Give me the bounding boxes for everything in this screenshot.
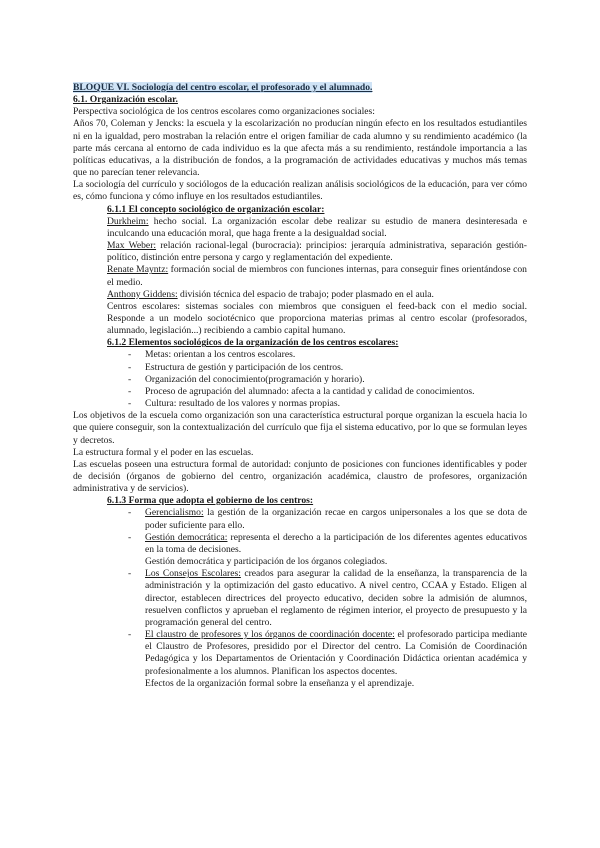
section-6-1-3-heading: 6.1.3 Forma que adopta el gobierno de los centros: — [107, 495, 314, 507]
author-weber — [73, 240, 527, 264]
paragraph: La estructura formal y el poder en las escuelas. — [73, 446, 254, 458]
government-list-2 — [73, 568, 527, 677]
document-page — [73, 82, 527, 690]
term: El claustro de profesores y los órganos de coordinación docente: — [145, 629, 395, 641]
term: Los Consejos Escolares: — [145, 568, 241, 580]
author-name: Renate Mayntz: — [107, 264, 169, 276]
term-text: representa el derecho a la participación de los diferentes agentes educativos en la toma de decisiones. — [145, 531, 527, 555]
paragraph: La sociología del currículo y sociólogos de la educación realizan análisis sociológicos de la educación, para ver cómo es, cómo funciona y cómo influye en los resultados estudiantiles. — [73, 179, 527, 203]
author-durkheim — [73, 216, 527, 240]
author-text: hecho social. La organización escolar debe realizar su estudio de manera desinteresada e inculcando una educación moral, que haga frente a la desigualdad social. — [107, 215, 527, 239]
author-name: Anthony Giddens: — [107, 288, 178, 300]
author-giddens — [73, 289, 527, 301]
section-6-1-2-heading: 6.1.2 Elementos sociológicos de la organización de los centros escolares: — [107, 337, 399, 349]
term: Gerencialismo: — [145, 507, 204, 519]
list-item: - Estructura de gestión y participación de los centros. — [73, 362, 527, 374]
list-item: - Organización del conocimiento(programación y horario). — [73, 374, 527, 386]
list-item — [73, 532, 527, 556]
section-6-1-heading: 6.1. Organización escolar. — [73, 94, 178, 106]
list-item — [73, 629, 527, 678]
list-item: - Cultura: resultado de los valores y normas propias. — [73, 398, 527, 410]
author-mayntz — [73, 264, 527, 288]
paragraph: Gestión democrática y participación de los órganos colegiados. — [145, 556, 388, 568]
term-text: el profesorado participa mediante el Claustro de Profesores, presidido por el Director del centro. La Comisión de Coordinación Pedagógica y los Departamentos de Orientación y Coordinación Didáctica orientan académica y profesionalmente a los alumnos. Planifican los aspectos docentes. — [145, 629, 527, 677]
elements-list — [73, 349, 527, 410]
term-text: creados para asegurar la calidad de la enseñanza, la transparencia de la administración y la optimización del gasto educativo. A nivel centro, CCAA y Estado. Eligen al director, establecen directrices del proyecto educativo, deciden sobre la admisión de alumnos, resuelven conflictos y aprueban el reglamento de régimen interior, el proyecto de presupuesto y la programación general del centro. — [145, 568, 527, 628]
document-title: BLOQUE VI. Sociología del centro escolar, el profesorado y el alumnado. — [73, 82, 373, 93]
list-item: - Metas: orientan a los centros escolares. — [73, 349, 527, 361]
author-name: Max Weber: — [107, 240, 157, 252]
author-text: división técnica del espacio de trabajo; poder plasmado en el aula. — [177, 288, 434, 300]
paragraph: Las escuelas poseen una estructura formal de autoridad: conjunto de posiciones con funciones identificables y poder de decisión (órganos de gobierno del centro, organización académica, claustro de profesores, organización administrativa y de servicios). — [73, 458, 527, 495]
author-text: relación racional-legal (burocracia): principios: jerarquía administrativa, separación gestión-político, distinción entre persona y cargo y reglamentación del expediente. — [107, 240, 527, 264]
paragraph: Centros escolares: sistemas sociales con miembros que consiguen el feed-back con el medio social. Responde a un modelo sociotécnico que proporciona materias primas al centro escolar (profesorados, alumnado, legislación...) recibiendo a cambio capital humano. — [107, 300, 527, 337]
government-list — [73, 507, 527, 556]
paragraph: Perspectiva sociológica de los centros escolares como organizaciones sociales: — [73, 106, 375, 118]
author-text: formación social de miembros con funciones internas, para conseguir fines orientándose con el medio. — [107, 264, 527, 288]
list-item — [73, 507, 527, 531]
section-6-1-1-heading: 6.1.1 El concepto sociológico de organización escolar: — [107, 203, 325, 215]
paragraph: Años 70, Coleman y Jencks: la escuela y la escolarización no producían ningún efecto en los resultados estudiantiles ni en la igualdad, pero mostraban la relación entre el origen familiar de cada alumno y su rendimiento académico (la parte más cercana al entorno de cada individuo es la que afecta más a su rendimiento, restándole importancia a las políticas educativas, a la distribución de fondos, a la programación de actividades educativas y muchos más temas que no parecían tener relevancia. — [73, 118, 527, 179]
paragraph: Los objetivos de la escuela como organización son una característica estructural porque organizan la escuela hacia lo que quiere conseguir, son la contextualización del currículo que fija el sistema educativo, por lo que se formulan leyes y decretos. — [73, 410, 527, 446]
term: Gestión democrática: — [145, 531, 228, 543]
term-text: la gestión de la organización recae en cargos unipersonales a los que se dota de poder suficiente para ello. — [145, 507, 527, 531]
paragraph: Efectos de la organización formal sobre la enseñanza y el aprendizaje. — [145, 677, 415, 689]
list-item — [73, 568, 527, 629]
author-name: Durkheim: — [107, 215, 149, 227]
list-item: - Proceso de agrupación del alumnado: afecta a la cantidad y calidad de conocimientos. — [73, 386, 527, 398]
